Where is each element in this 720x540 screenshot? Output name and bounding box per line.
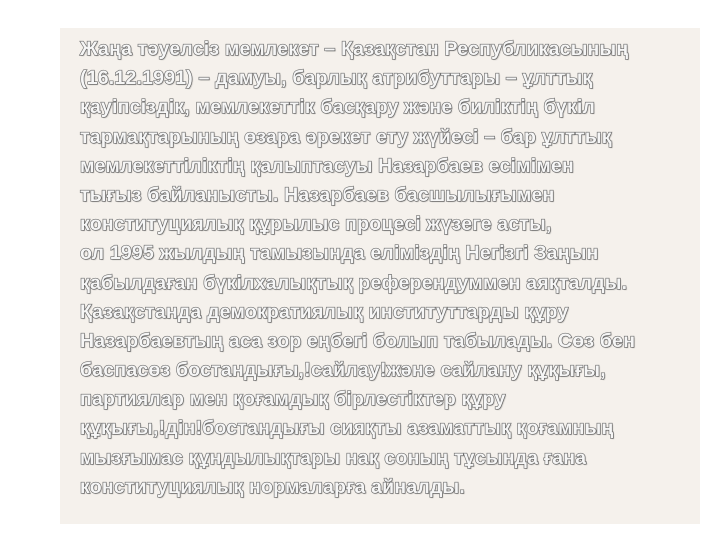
text-line: тармақтарының өзара әрекет ету жүйесі – бар ұлттық [80,125,612,148]
text-line: Қазақстанда демократиялық институттарды құру [80,300,569,323]
text-line: конституциялық нормаларға айналды. [80,475,466,498]
text-line: (16.12.1991) – дамуы, барлық атрибуттары – ұлттық [80,67,593,90]
text-line: қауіпсіздік, мемлекеттік басқару және биліктің бүкіл [80,96,596,119]
text-line: ол 1995 жылдың тамызында еліміздің Негізгі Заңын [80,242,599,265]
text-line: мемлекеттіліктің қалыптасуы Назарбаев есімімен [80,154,575,177]
text-line: Жаңа тәуелсіз мемлекет – Қазақстан Республикасының [80,38,629,60]
text-line: баспасөз бостандығы,!сайлау!және сайлану құқығы, [80,359,606,382]
text-line: мызғымас құндылықтары нақ соның тұсында ғана [80,446,587,469]
body-text [80,35,705,502]
text-line: партиялар мен қоғамдық бірлестіктер құру [80,388,506,411]
text-line: Назарбаевтың аса зор еңбегі болып табылады. Сөз бен [80,329,636,352]
text-line: қабылдаған бүкілхалықтық референдуммен аяқталды. [80,271,628,294]
text-line: конституциялық құрылыс процесі жүзеге асты, [80,213,552,236]
text-line: құқығы,!дін!бостандығы сияқты азаматтық қоғамның [80,417,614,440]
text-line: тығыз байланысты. Назарбаев басшылығымен [80,183,555,206]
